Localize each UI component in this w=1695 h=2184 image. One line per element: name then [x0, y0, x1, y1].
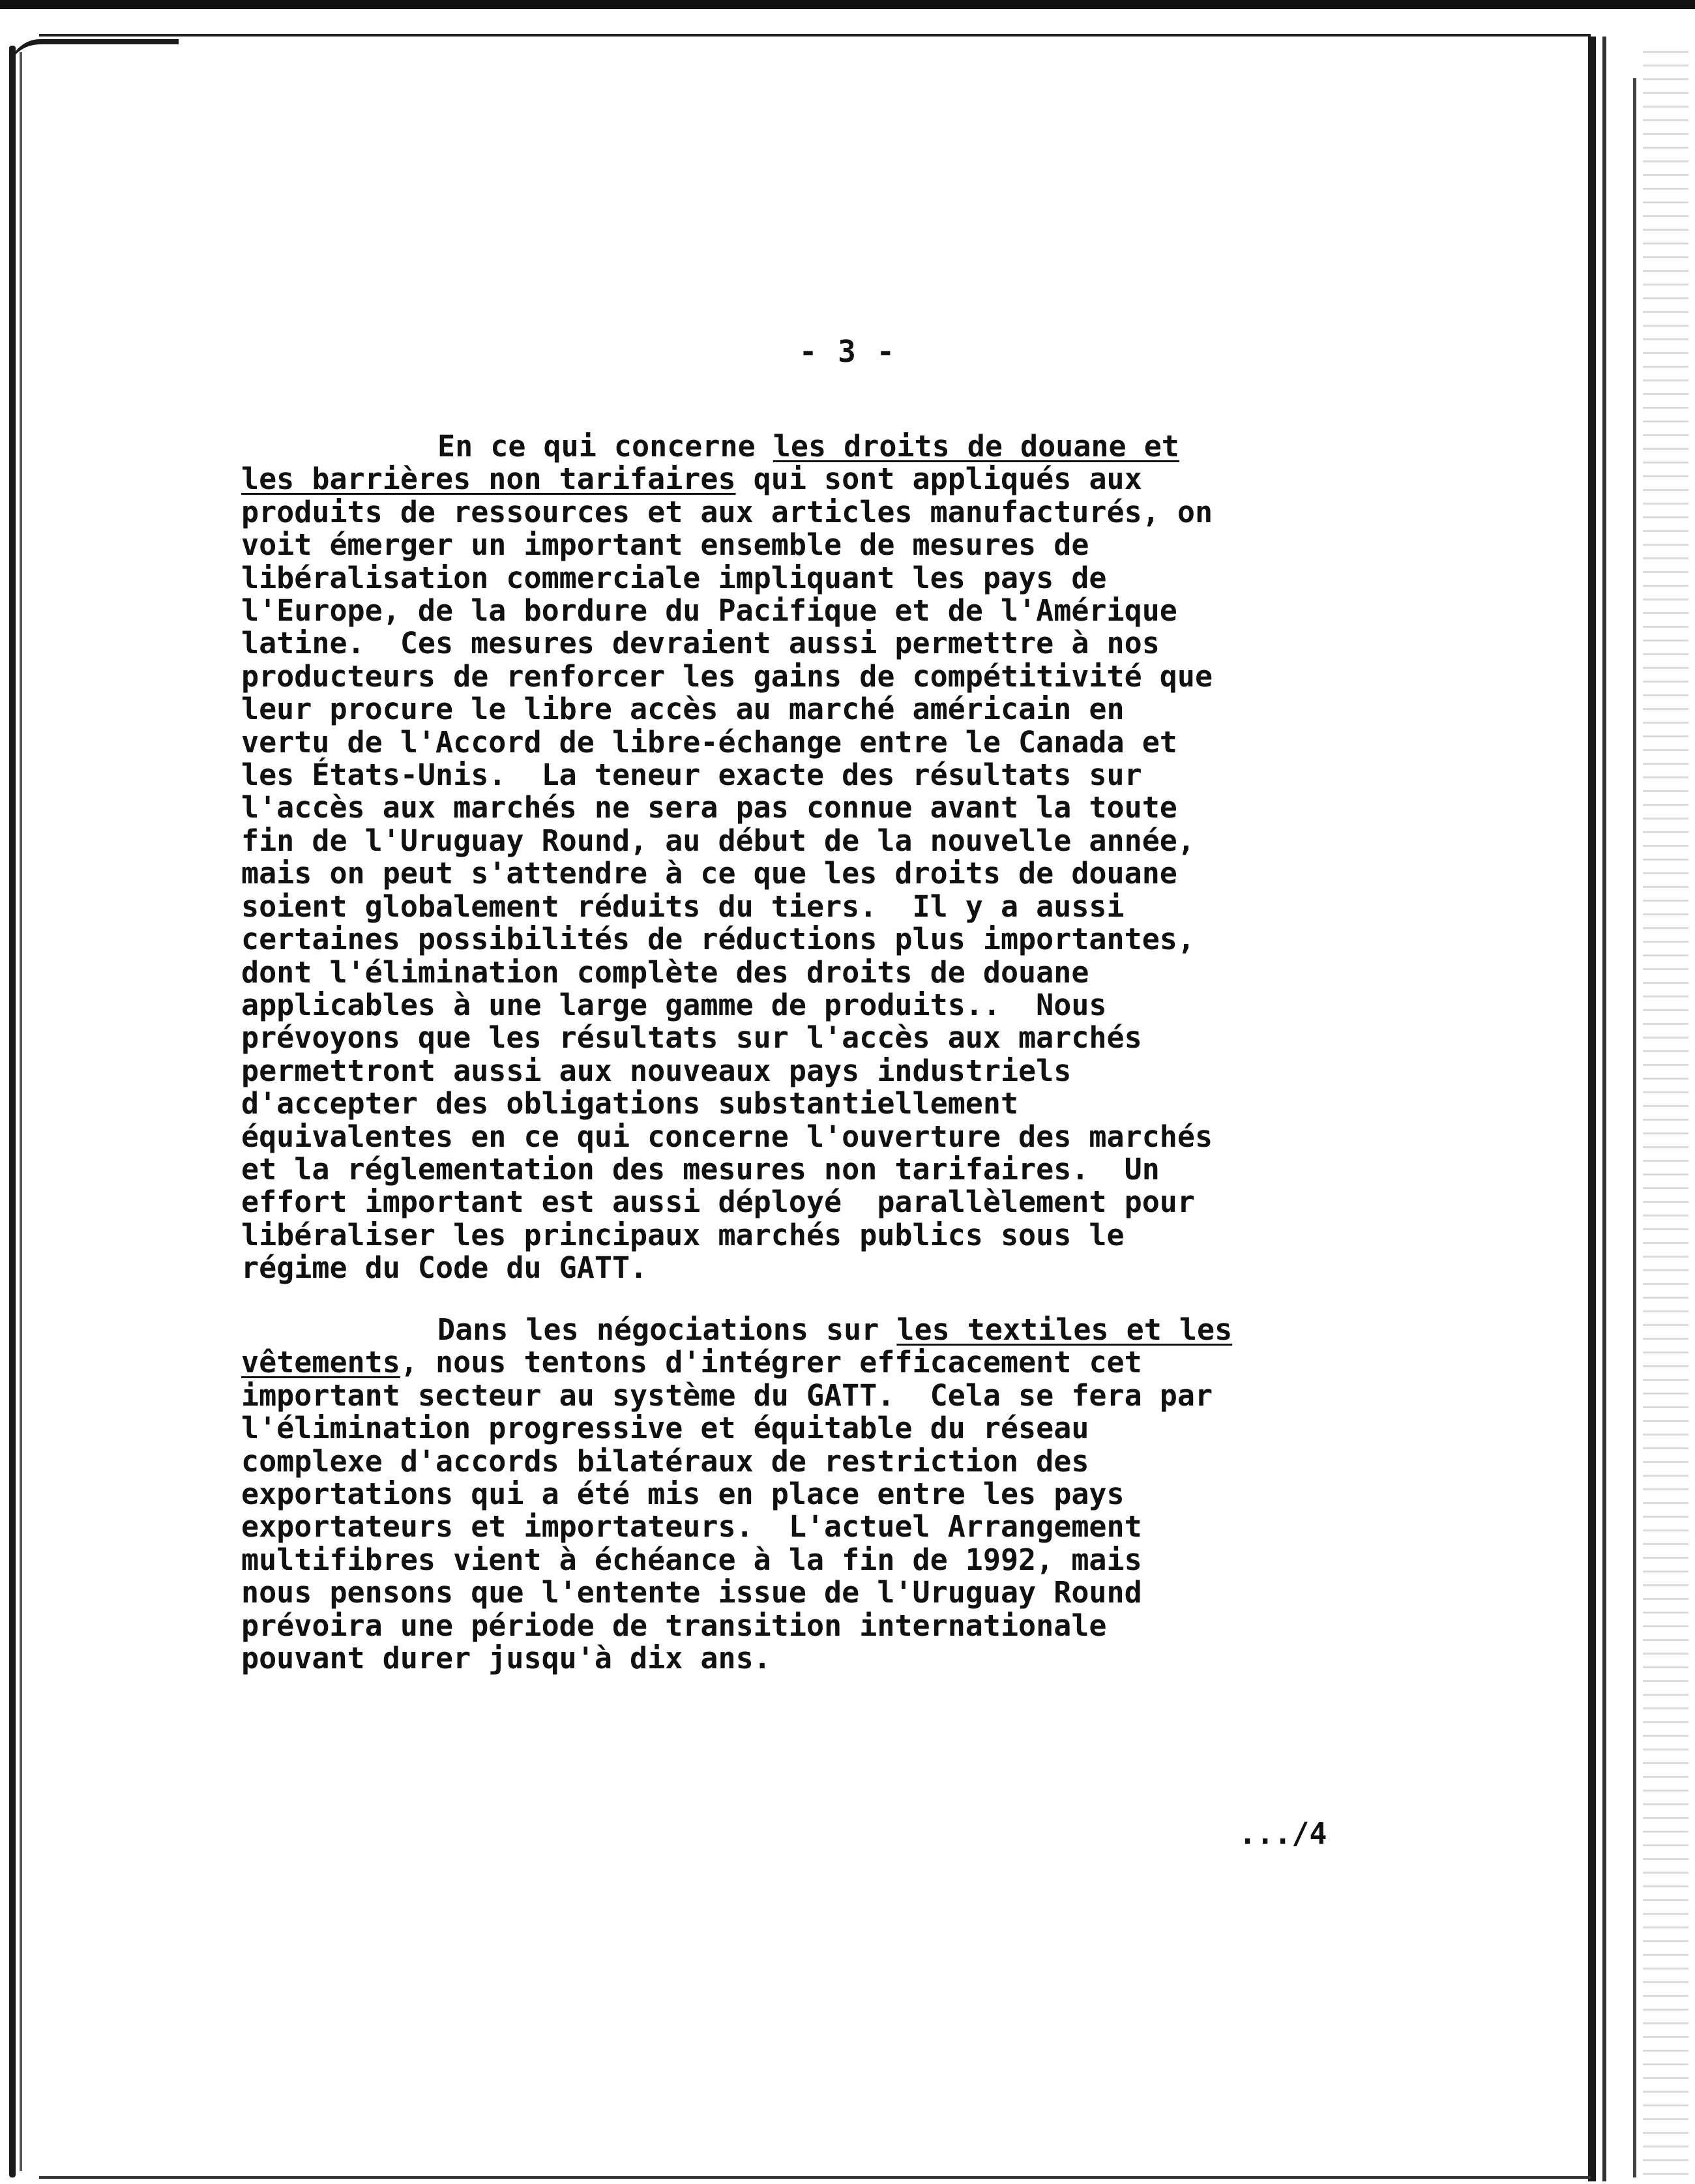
text-line: régime du Code du GATT. [241, 1250, 648, 1286]
text-line: producteurs de renforcer les gains de compétitivité que [241, 658, 1213, 694]
scan-right-edge-3 [1633, 78, 1636, 2177]
continuation-marker: .../4 [1239, 1816, 1327, 1851]
scan-top-edge [0, 0, 1695, 9]
text-line: exportateurs et importateurs. L'actuel Arrangement [241, 1509, 1142, 1544]
para2-line1-start: Dans les négociations sur [437, 1312, 897, 1347]
para2-line2-end: , nous tentons d'intégrer efficacement cet [400, 1345, 1142, 1380]
text-line: leur procure le libre accès au marché américain en [241, 692, 1125, 727]
para2-underlined-topic-a: les textiles et les [896, 1312, 1233, 1347]
text-line: dont l'élimination complète des droits de douane [241, 954, 1089, 990]
scan-left-edge-inner [20, 52, 22, 2171]
text-line: l'accès aux marchés ne sera pas connue avant la toute [241, 790, 1177, 825]
text-line: certaines possibilités de réductions plus importantes, [241, 922, 1195, 957]
paragraph-tariffs [241, 430, 1349, 1285]
para1-underlined-topic-a: les droits de douane et [773, 429, 1179, 464]
text-line: latine. Ces mesures devraient aussi permettre à nos [241, 626, 1160, 661]
text-line: nous pensons que l'entente issue de l'Uruguay Round [241, 1575, 1142, 1610]
text-line: soient globalement réduits du tiers. Il y a aussi [241, 889, 1125, 924]
paragraph-textiles [241, 1314, 1349, 1675]
text-line: prévoira une période de transition internationale [241, 1608, 1107, 1643]
text-line: libéralisation commerciale impliquant les pays de [241, 560, 1107, 595]
text-line: et la réglementation des mesures non tarifaires. Un [241, 1151, 1160, 1187]
text-line: important secteur au système du GATT. Cela se fera par [241, 1378, 1213, 1413]
text-line: d'accepter des obligations substantiellement [241, 1086, 1019, 1121]
text-line: fin de l'Uruguay Round, au début de la nouvelle année, [241, 823, 1195, 858]
text-line: vertu de l'Accord de libre-échange entre le Canada et [241, 724, 1177, 760]
text-line: applicables à une large gamme de produits.. Nous [241, 987, 1107, 1022]
text-line: produits de ressources et aux articles manufacturés, on [241, 494, 1213, 529]
text-line: permettront aussi aux nouveaux pays industriels [241, 1053, 1072, 1088]
text-line: équivalentes en ce qui concerne l'ouverture des marchés [241, 1119, 1213, 1154]
para1-underlined-topic-b: les barrières non tarifaires [241, 462, 736, 497]
para1-line1-start: En ce qui concerne [437, 429, 773, 464]
para1-line2-end: qui sont appliqués aux [735, 462, 1142, 497]
text-line: voit émerger un important ensemble de mesures de [241, 527, 1089, 563]
text-line: pouvant durer jusqu'à dix ans. [241, 1641, 771, 1676]
text-line: mais on peut s'attendre à ce que les droits de douane [241, 856, 1177, 891]
text-line: prévoyons que les résultats sur l'accès aux marchés [241, 1020, 1142, 1055]
scan-left-edge-curve [9, 39, 179, 70]
text-line: multifibres vient à échéance à la fin de 1992, mais [241, 1542, 1142, 1577]
text-line: les États-Unis. La teneur exacte des résultats sur [241, 758, 1142, 793]
scan-top-inner-rule [39, 34, 1591, 37]
text-line: l'élimination progressive et équitable du réseau [241, 1411, 1089, 1446]
page-number: - 3 - [799, 334, 896, 369]
text-line: complexe d'accords bilatéraux de restriction des [241, 1443, 1089, 1479]
text-line: libéraliser les principaux marchés publics sous le [241, 1217, 1125, 1252]
text-line: effort important est aussi déployé parallèlement pour [241, 1185, 1195, 1220]
text-line: l'Europe, de la bordure du Pacifique et de l'Amérique [241, 593, 1177, 628]
text-line: exportations qui a été mis en place entre les pays [241, 1477, 1125, 1512]
scan-bottom-edge [39, 2176, 1591, 2179]
para2-underlined-topic-b: vêtements [241, 1345, 400, 1380]
